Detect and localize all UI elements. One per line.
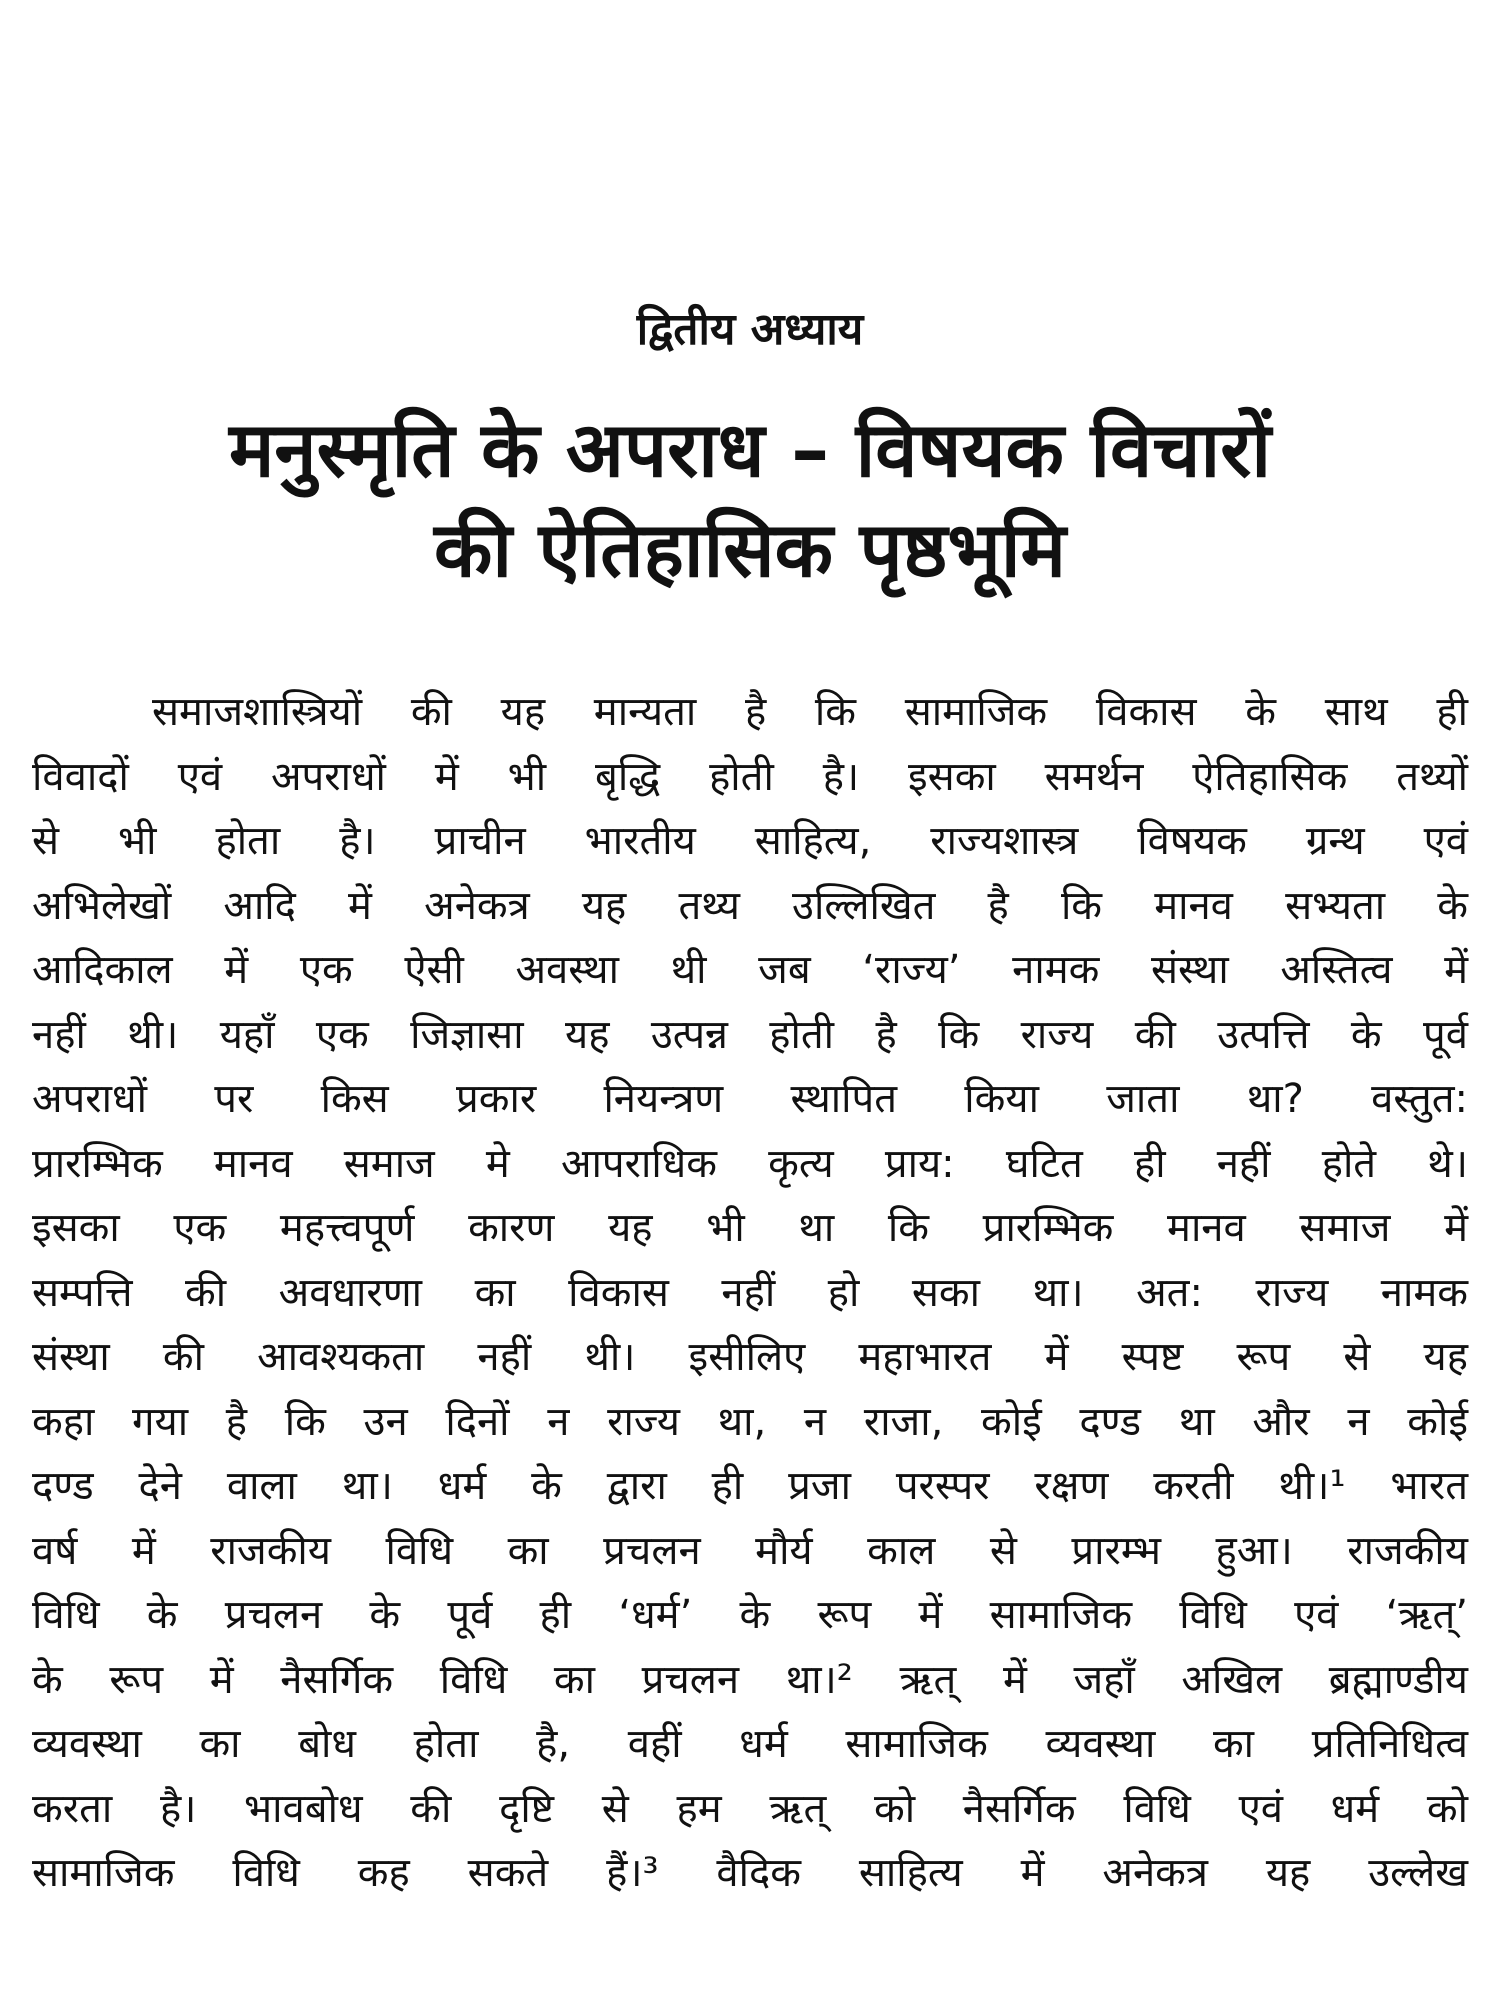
text-line: आदिकाल में एक ऐसी अवस्था थी जब ‘राज्य’ नामक संस्था अस्तित्व में xyxy=(32,947,1468,993)
text-line: समाजशास्त्रियों की यह मान्यता है कि सामाजिक विकास के साथ ही xyxy=(152,689,1468,735)
text-line: व्यवस्था का बोध होता है, वहीं धर्म सामाजिक व्यवस्था का प्रतिनिधित्व xyxy=(32,1721,1468,1767)
text-line: अभिलेखों आदि में अनेकत्र यह तथ्य उल्लिखित है कि मानव सभ्यता के xyxy=(32,882,1468,929)
text-line: दण्ड देने वाला था। धर्म के द्वारा ही प्रजा परस्पर रक्षण करती थी।¹ भारत xyxy=(32,1463,1468,1509)
text-line: इसका एक महत्त्वपूर्ण कारण यह भी था कि प्रारम्भिक मानव समाज में xyxy=(32,1205,1468,1251)
text-line: वर्ष में राजकीय विधि का प्रचलन मौर्य काल से प्रारम्भ हुआ। राजकीय xyxy=(32,1527,1468,1574)
text-line: के रूप में नैसर्गिक विधि का प्रचलन था।² ऋत् में जहाँ अखिल ब्रह्माण्डीय xyxy=(32,1656,1468,1703)
text-line: कहा गया है कि उन दिनों न राज्य था, न राजा, कोई दण्ड था और न कोई xyxy=(32,1398,1468,1445)
text-line: नहीं थी। यहाँ एक जिज्ञासा यह उत्पन्न होती है कि राज्य की उत्पत्ति के पूर्व xyxy=(32,1011,1468,1058)
chapter-title xyxy=(40,400,1460,600)
chapter-label: द्वितीय अध्याय xyxy=(636,304,864,355)
text-line: करता है। भावबोध की दृष्टि से हम ऋत् को नैसर्गिक विधि एवं धर्म को xyxy=(32,1785,1468,1832)
text-line: विधि के प्रचलन के पूर्व ही ‘धर्म’ के रूप में सामाजिक विधि एवं ‘ऋत्’ xyxy=(32,1592,1468,1638)
text-line: सम्पत्ति की अवधारणा का विकास नहीं हो सका था। अत: राज्य नामक xyxy=(32,1269,1468,1316)
chapter-title-line-1: मनुस्मृति के अपराध – विषयक विचारों xyxy=(228,405,1271,494)
text-line: सामाजिक विधि कह सकते हैं।³ वैदिक साहित्य में अनेकत्र यह उल्लेख xyxy=(32,1850,1468,1896)
text-line: विवादों एवं अपराधों में भी बृद्धि होती है। इसका समर्थन ऐतिहासिक तथ्यों xyxy=(32,753,1468,800)
text-line: से भी होता है। प्राचीन भारतीय साहित्य, राज्यशास्त्र विषयक ग्रन्थ एवं xyxy=(32,818,1468,864)
body-paragraph xyxy=(32,680,1468,1906)
chapter-title-line-2: की ऐतिहासिक पृष्ठभूमि xyxy=(434,505,1066,594)
text-line: प्रारम्भिक मानव समाज मे आपराधिक कृत्य प्राय: घटित ही नहीं होते थे। xyxy=(32,1140,1468,1187)
text-line: अपराधों पर किस प्रकार नियन्त्रण स्थापित किया जाता था? वस्तुत: xyxy=(32,1076,1468,1122)
text-line: संस्था की आवश्यकता नहीं थी। इसीलिए महाभारत में स्पष्ट रूप से यह xyxy=(32,1334,1468,1380)
